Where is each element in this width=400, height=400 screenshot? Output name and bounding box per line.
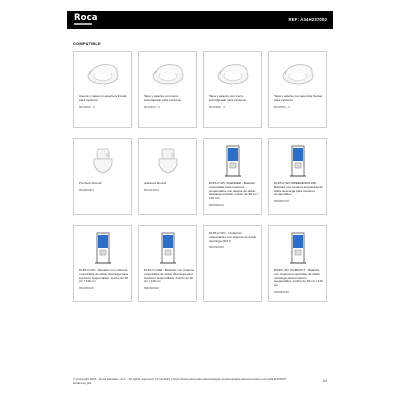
header-bar: [67, 11, 333, 29]
product-ref-code: 890090700: [274, 199, 290, 203]
product-card[interactable]: [268, 225, 327, 302]
product-description: DUPLO WC SLENDER - Bastidor empotrable para inodoros suspendidos con tanque de doble descarga incluido. Ancho de 90 cm / 116 mm: [209, 181, 259, 201]
product-description: DUPLO WC BREEZE/ROUND - Bastidor con cisterna empotrada de doble descarga para inodoros suspendidos: [274, 181, 323, 197]
product-description: Advance Round: [144, 181, 167, 185]
product-card[interactable]: [138, 51, 197, 128]
product-ref-code: 8012904...4: [144, 105, 160, 109]
cistern-frame-icon: [213, 145, 253, 177]
product-card[interactable]: [268, 51, 327, 128]
logo-underline: [74, 23, 92, 25]
product-description: DUPLO ONE - Bastidor con cisterna empotrable de doble descarga para inodoros suspendidos. Ancho de 90 cm / 116 cm: [144, 268, 194, 284]
product-ref-code: 8012906...4: [209, 105, 225, 109]
product-description: Tapa y asiento con cierre amortiguado para inodoros: [209, 94, 246, 102]
product-reference: REF: A34H237000: [288, 17, 327, 22]
product-ref-code: 890090000: [209, 245, 225, 249]
product-card[interactable]: [203, 138, 262, 215]
cistern-frame-icon: [278, 232, 318, 264]
product-ref-code: 890090230: [274, 290, 290, 294]
product-card[interactable]: [203, 225, 262, 302]
cistern-frame-icon: [83, 232, 123, 264]
product-card[interactable]: [203, 51, 262, 128]
product-ref-code: 890099100: [209, 203, 225, 207]
product-ref-code: 804400001: [79, 188, 95, 192]
seat-cover-icon: [148, 58, 188, 90]
product-card[interactable]: [138, 138, 197, 215]
product-description: Tapa y asiento con cierre amortiguado para inodoros: [144, 94, 181, 102]
smart-seat-icon: [148, 145, 188, 177]
smart-seat-icon: [83, 145, 123, 177]
seat-cover-icon: [213, 58, 253, 90]
product-ref-code: 8012905...4: [274, 105, 290, 109]
cistern-frame-icon: [278, 145, 318, 177]
product-description: Asiento y tapa con apertura frontal para inodoros: [79, 94, 127, 102]
product-description: BASIC WC COMPACT - Bastidor con cisterna empotrable de doble descarga para inodoros suspendidos. Ancho de 90 cm / 116 cm: [274, 268, 323, 288]
product-description: Premium Round: [79, 181, 102, 185]
product-ref-code: 8012900...4: [79, 105, 95, 109]
footer-text: © Copyright 2021 - Roca Sanitario, S.A. - All rights reserved | 11-12-2021 | https://www.roca.es/productos/tapas-inodoros/tapa-asiento-inodoro-ref-A34H237000?locale=es_ES: [73, 377, 287, 385]
product-ref-code: 890090100: [79, 286, 95, 290]
product-ref-code: 890090020: [144, 286, 160, 290]
cistern-frame-icon: [148, 232, 188, 264]
product-card[interactable]: [268, 138, 327, 215]
page-number: 1/4: [322, 379, 327, 383]
product-card[interactable]: [73, 225, 132, 302]
section-title: COMPATIBLE: [73, 41, 101, 46]
product-description: Tapa y asiento con apertura frontal para inodoros: [274, 94, 322, 102]
product-ref-code: 804401001: [144, 188, 160, 192]
product-card[interactable]: [73, 138, 132, 215]
product-card[interactable]: [73, 51, 132, 128]
compatible-products-grid: [73, 51, 327, 302]
product-description: DUPLO WC - Cisternas empotrables con sistema de doble descarga (6/3 l): [209, 231, 257, 243]
seat-cover-icon: [83, 58, 123, 90]
seat-cover-icon: [278, 58, 318, 90]
product-card[interactable]: [138, 225, 197, 302]
brand-logo: Roca: [74, 13, 98, 23]
product-description: DUPLO WC - Bastidor con cisterna empotrable de doble descarga para inodoros suspendidos. Ancho de 90 cm / 116 cm: [79, 268, 129, 284]
